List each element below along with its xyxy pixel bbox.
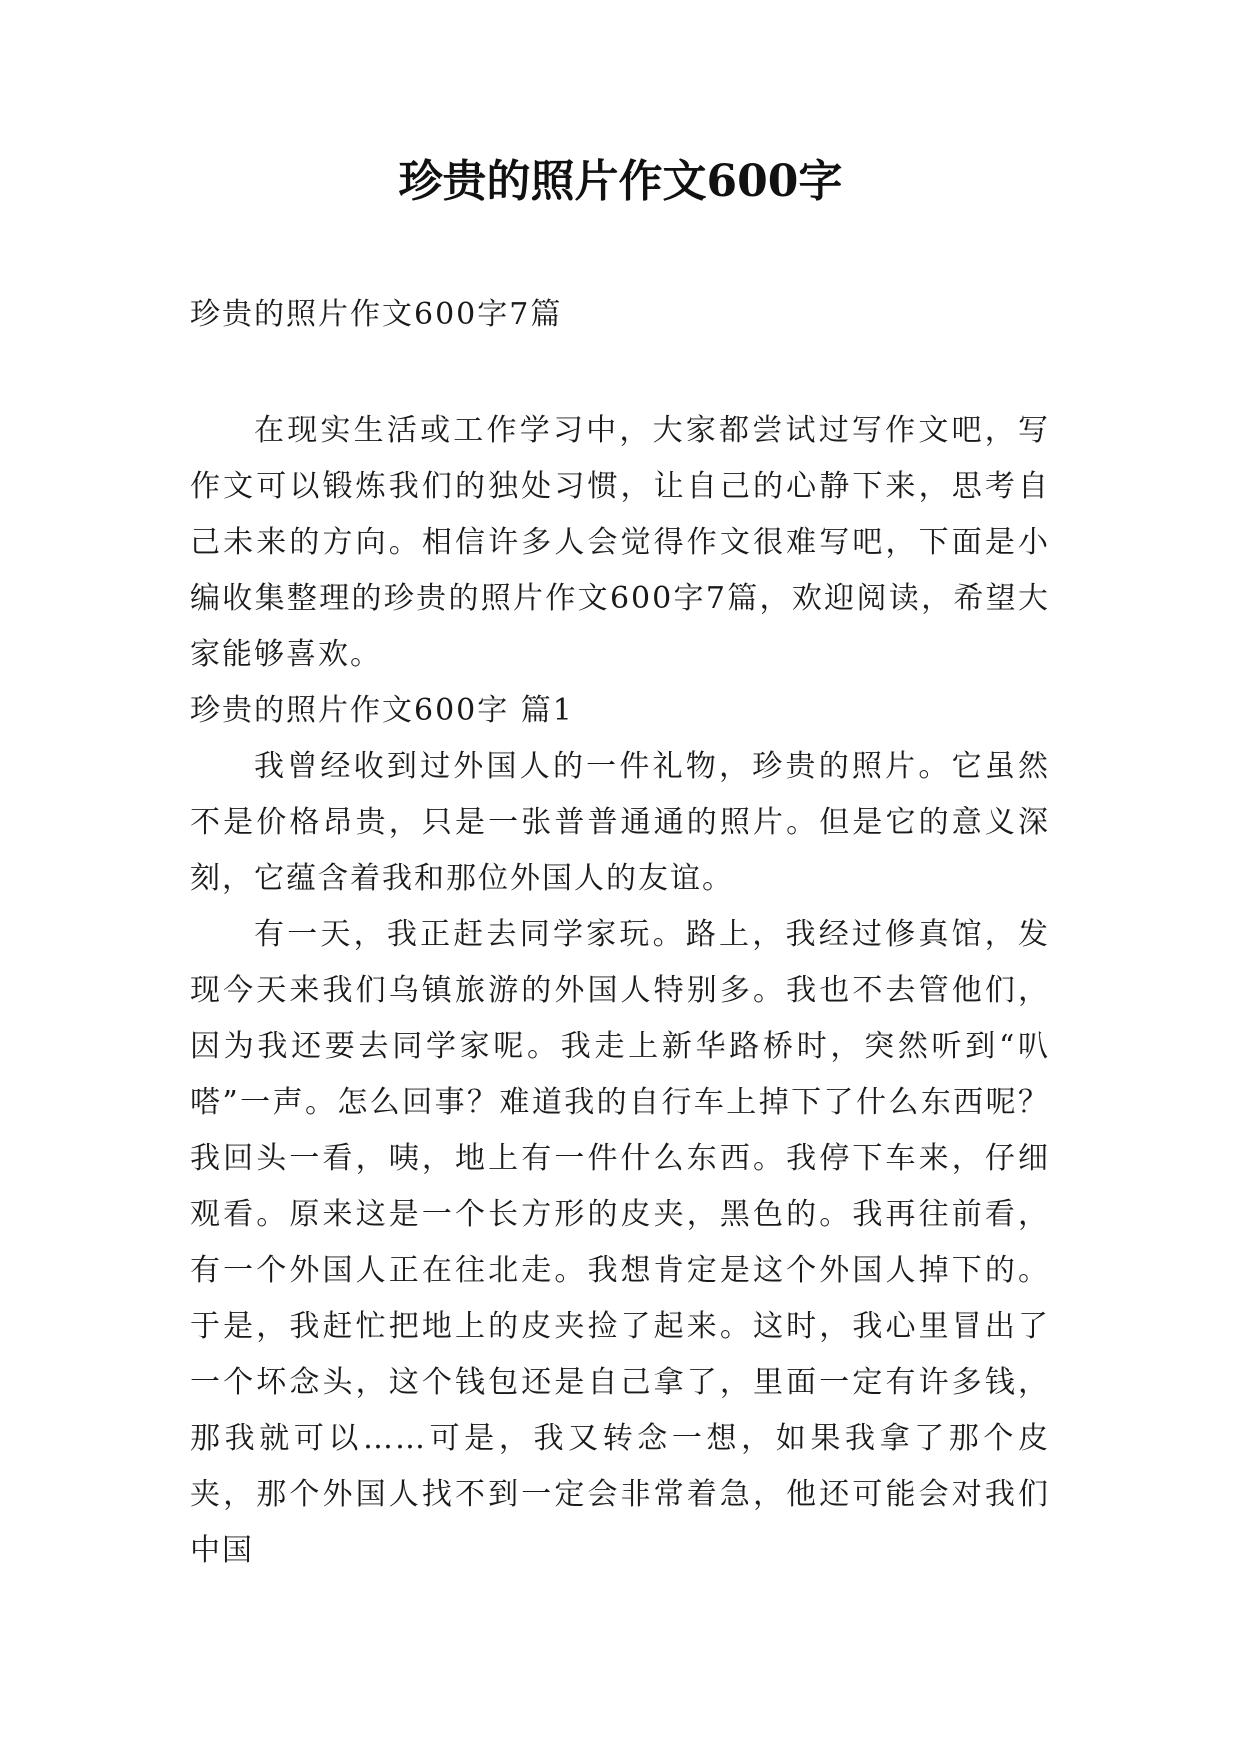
intro-paragraph: 在现实生活或工作学习中，大家都尝试过写作文吧，写作文可以锻炼我们的独处习惯，让自己的心静下来，思考自己未来的方向。相信许多人会觉得作文很难写吧，下面是小编收集整理的珍贵的照片作文600字7篇，欢迎阅读，希望大家能够喜欢。 (190, 413, 1050, 672)
body-paragraph: 我曾经收到过外国人的一件礼物，珍贵的照片。它虽然不是价格昂贵，只是一张普普通通的照片。但是它的意义深刻，它蕴含着我和那位外国人的友谊。 (190, 749, 1050, 896)
document-title: 珍贵的照片作文600字 (398, 156, 843, 207)
section-heading: 珍贵的照片作文600字 篇1 (190, 693, 574, 728)
body-paragraph: 有一天，我正赶去同学家玩。路上，我经过修真馆，发现今天来我们乌镇旅游的外国人特别多。我也不去管他们，因为我还要去同学家呢。我走上新华路桥时，突然听到“叭嗒”一声。怎么回事？难道我的自行车上掉下了什么东西呢？我回头一看，咦，地上有一件什么东西。我停下车来，仔细观看。原来这是一个长方形的皮夹，黑色的。我再往前看，有一个外国人正在往北走。我想肯定是这个外国人掉下的。于是，我赶忙把地上的皮夹捡了起来。这时，我心里冒出了一个坏念头，这个钱包还是自己拿了，里面一定有许多钱，那我就可以……可是，我又转念一想，如果我拿了那个皮夹，那个外国人找不到一定会非常着急，他还可能会对我们中国 (190, 917, 1050, 1568)
document-subtitle: 珍贵的照片作文600字7篇 (190, 297, 563, 332)
document-body (190, 403, 1050, 1579)
